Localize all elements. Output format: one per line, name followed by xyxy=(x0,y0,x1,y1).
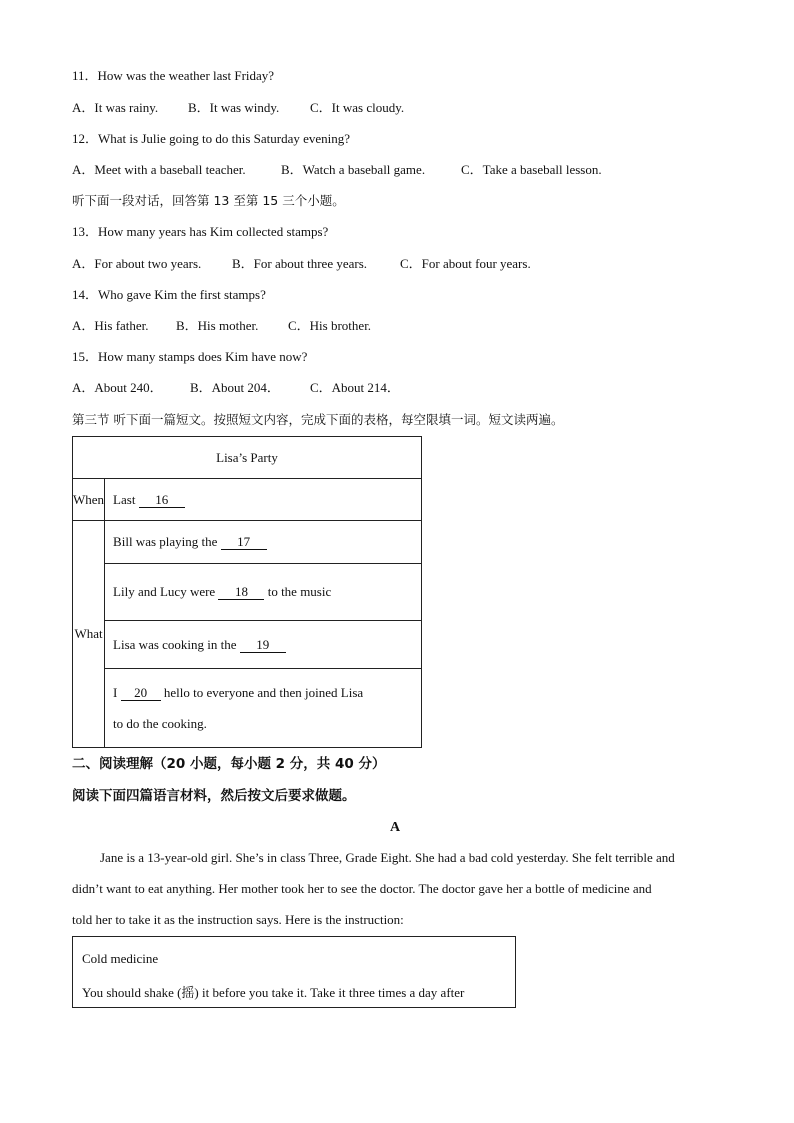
row-18-text: Lily and Lucy were xyxy=(113,584,216,599)
blank-16[interactable]: 16 xyxy=(139,493,185,508)
row-17 xyxy=(105,521,422,564)
question-12-options xyxy=(72,162,602,178)
row-18-suffix: to the music xyxy=(267,584,332,599)
instruction-13-15: 听下面一段对话，回答第 13 至第 15 三个小题。 xyxy=(72,193,345,208)
question-15-options xyxy=(72,380,400,396)
blank-19[interactable]: 19 xyxy=(240,638,286,653)
question-15-stem: 15．How many stamps does Kim have now? xyxy=(72,349,308,364)
option-b[interactable]: B．Watch a baseball game. xyxy=(281,162,426,177)
blank-20[interactable]: 20 xyxy=(121,686,161,701)
option-c[interactable]: C．It was cloudy. xyxy=(310,100,405,115)
option-b[interactable]: B．For about three years. xyxy=(232,256,368,271)
passage-a-line-2: didn’t want to eat anything. Her mother took her to see the doctor. The doctor gave her a bottle of medicine and xyxy=(72,881,652,896)
when-cell xyxy=(105,479,422,521)
question-11-stem: 11．How was the weather last Friday? xyxy=(72,68,275,83)
part-2-heading: 二、阅读理解（20 小题，每小题 2 分，共 40 分） xyxy=(72,756,386,772)
row-19 xyxy=(105,621,422,669)
row-18 xyxy=(105,564,422,621)
blank-18[interactable]: 18 xyxy=(218,585,264,600)
question-14-options xyxy=(72,318,371,334)
option-a[interactable]: A．It was rainy. xyxy=(72,100,159,115)
instruction-box xyxy=(72,936,516,1008)
option-b[interactable]: B．His mother. xyxy=(176,318,259,333)
when-prefix: Last xyxy=(113,491,136,507)
option-a[interactable]: A．About 240． xyxy=(72,380,163,395)
part-2-instruction: 阅读下面四篇语言材料，然后按文后要求做题。 xyxy=(72,788,356,804)
table-title: Lisa’s Party xyxy=(73,437,422,479)
option-c[interactable]: C．For about four years. xyxy=(400,256,531,271)
blank-17[interactable]: 17 xyxy=(221,535,267,550)
what-label: What xyxy=(73,521,105,748)
option-c[interactable]: C．Take a baseball lesson. xyxy=(461,162,602,177)
option-c[interactable]: C．About 214． xyxy=(310,380,400,395)
row-20-line2: to do the cooking. xyxy=(113,716,207,731)
instruction-box-text: You should shake (摇) it before you take it. Take it three times a day after xyxy=(82,985,465,1000)
option-a[interactable]: A．For about two years. xyxy=(72,256,202,271)
section-3-instruction: 第三节 听下面一篇短文。按照短文内容，完成下面的表格，每空限填一词。短文读两遍。 xyxy=(72,412,564,427)
when-label: When xyxy=(73,479,105,521)
passage-a-line-1: Jane is a 13-year-old girl. She’s in class Three, Grade Eight. She had a bad cold yesterday. She felt terrible and xyxy=(100,850,675,865)
option-a[interactable]: A．His father. xyxy=(72,318,149,333)
question-13-stem: 13．How many years has Kim collected stamps? xyxy=(72,224,329,239)
passage-a-line-3: told her to take it as the instruction says. Here is the instruction: xyxy=(72,912,404,927)
question-11-options xyxy=(72,100,404,116)
passage-a-letter: A xyxy=(390,820,401,835)
option-c[interactable]: C．His brother. xyxy=(288,318,372,333)
instruction-box-title: Cold medicine xyxy=(82,951,159,966)
option-a[interactable]: A．Meet with a baseball teacher. xyxy=(72,162,246,177)
question-13-options xyxy=(72,256,531,272)
question-12-stem: 12．What is Julie going to do this Saturday evening? xyxy=(72,131,351,146)
party-table xyxy=(72,436,422,748)
row-17-text: Bill was playing the xyxy=(113,534,218,549)
row-20-suffix: hello to everyone and then joined Lisa xyxy=(163,685,364,700)
option-b[interactable]: B．It was windy. xyxy=(188,100,280,115)
option-b[interactable]: B．About 204． xyxy=(190,380,280,395)
question-14-stem: 14．Who gave Kim the first stamps? xyxy=(72,287,266,302)
row-19-text: Lisa was cooking in the xyxy=(113,636,237,652)
row-20 xyxy=(105,669,422,748)
row-20-text: I xyxy=(113,685,118,700)
